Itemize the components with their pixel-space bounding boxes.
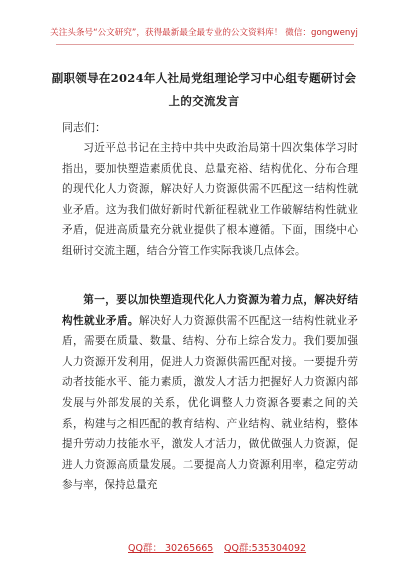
paragraph-2-heading: 第一，要以加快塑造现代化人力资源为着力点，解决好结构性就业矛盾。 [62,294,358,327]
promo-header: 关注头条号“公文研究”，获得最新最全最专业的公文资料库！ 微信：gongwenyj [50,28,358,38]
body-paragraph-1: 习近平总书记在主持中共中央政治局第十四次集体学习时指出，要加快塑造素质优良、总量充裕、结构优化、分布合理的现代化人力资源，解决好人力资源供需不匹配这一结构性就业矛盾。这为我们做好新时代新征程就业工作破解结构性就业矛盾，促进高质量充分就业提供了根本遵循。下面，围绕中心组研讨交流主题，结合分管工作实际我谈几点体会。 [62,142,358,257]
qq-group-link-1[interactable]: QQ群： 30265665 [128,543,214,554]
document-title-line-1: 副职领导在2024年人社局党组理论学习中心组专题研讨会 [51,71,357,85]
qq-group-link-2[interactable]: QQ群:535304092 [224,543,307,554]
paragraph-2-text: 解决好人力资源供需不匹配这一结构性就业矛盾，需要在质量、数量、结构、分布上综合发力。我们要加强人力资源开发利用，促进人力资源供需匹配对接。一要提升劳动者技能水平、能力素质，激发人才活力把握好人力资源内部发展与外部发展的关系，优化调整人力资源各要素之间的关系，构建与之相匹配的教育结构、产业结构、就业结构，整体提升劳动力技能水平，激发人才活力，做优做强人力资源，促进人力资源高质量发展。二要提高人力资源利用率，稳定劳动参与率，保持总量充 [62,314,359,492]
header-divider [56,44,354,45]
document-title-line-2: 上的交流发言 [168,94,240,108]
body-paragraph-2 [62,290,358,496]
salutation: 同志们： [62,121,106,134]
